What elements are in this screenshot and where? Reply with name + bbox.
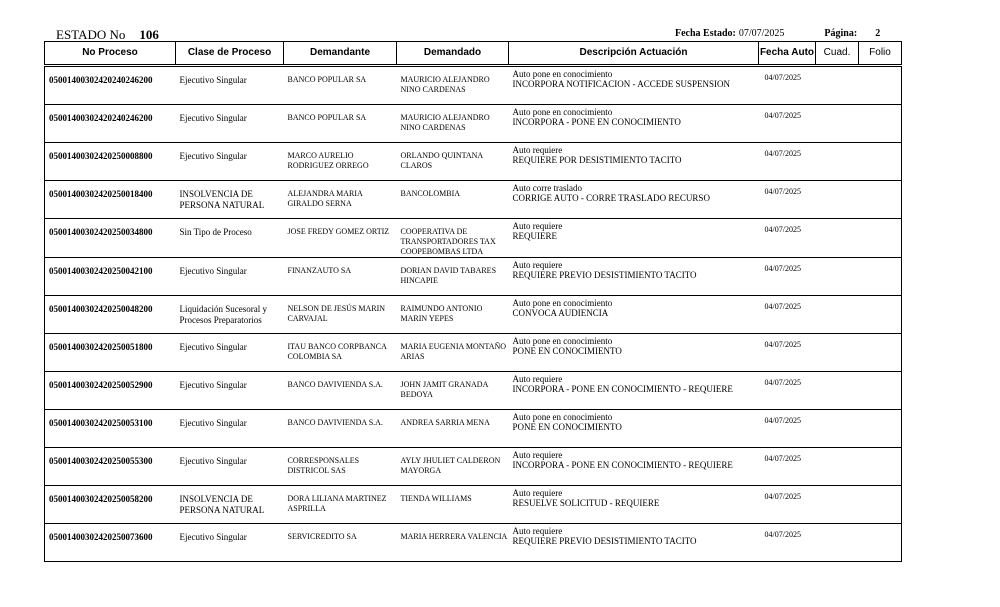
cell-clase-text: Ejecutivo Singular [179, 342, 247, 352]
cell-cuad [816, 181, 859, 219]
cell-fecha-auto [759, 143, 816, 181]
cell-fecha-auto-text: 04/07/2025 [764, 302, 801, 311]
cell-folio [859, 105, 902, 143]
cell-descripcion [509, 486, 759, 524]
fecha-estado-value: 07/07/2025 [738, 28, 785, 39]
cell-demandado-text: ORLANDO QUINTANA CLAROS [400, 151, 483, 170]
cell-demandado-text: MARIA HERRERA VALENCIA [400, 532, 508, 541]
fecha-estado-label: Fecha Estado: [675, 28, 736, 39]
cell-proceso-text: 05001400302420250042100 [49, 266, 153, 276]
cell-descripcion [509, 66, 759, 105]
cell-fecha-auto [759, 181, 816, 219]
cell-demandado [397, 143, 509, 181]
cell-fecha-auto-text: 04/07/2025 [764, 73, 801, 82]
descripcion-text [509, 67, 759, 89]
col-header-demandado: Demandado [397, 42, 509, 66]
descripcion-text [509, 524, 759, 546]
cell-clase [176, 524, 284, 562]
cell-folio [859, 448, 902, 486]
cell-clase [176, 410, 284, 448]
cell-clase-text: Ejecutivo Singular [179, 75, 247, 85]
descripcion-title: Auto pone en conocimiento [512, 412, 613, 422]
cell-fecha-auto-text: 04/07/2025 [764, 378, 801, 387]
cell-descripcion [509, 143, 759, 181]
cell-fecha-auto [759, 410, 816, 448]
cell-demandante [284, 410, 397, 448]
table-row [45, 181, 902, 219]
cell-clase-text: INSOLVENCIA DE PERSONA NATURAL [179, 189, 265, 210]
cell-proceso [45, 143, 176, 181]
cell-fecha-auto [759, 105, 816, 143]
table-row [45, 410, 902, 448]
cell-demandante-text: BANCO DAVIVIENDA S.A. [287, 380, 383, 389]
pagina-value: 2 [875, 28, 881, 39]
cell-descripcion [509, 105, 759, 143]
descripcion-title: Auto pone en conocimiento [512, 69, 613, 79]
cell-fecha-auto-text: 04/07/2025 [764, 225, 801, 234]
cell-proceso [45, 66, 176, 105]
col-header-proceso: No Proceso [45, 42, 176, 66]
cell-clase [176, 66, 284, 105]
cell-proceso [45, 219, 176, 258]
cell-demandante [284, 448, 397, 486]
cell-demandado-text: TIENDA WILLIAMS [400, 494, 472, 503]
cell-demandado-text: MARIA EUGENIA MONTAÑO ARIAS [400, 342, 507, 361]
descripcion-text [509, 181, 759, 203]
cell-clase [176, 448, 284, 486]
cell-folio [859, 524, 902, 562]
cell-fecha-auto [759, 524, 816, 562]
cell-descripcion [509, 181, 759, 219]
cell-clase-text: Ejecutivo Singular [179, 151, 247, 161]
cell-demandado [397, 105, 509, 143]
cell-demandado-text: AYLY JHULIET CALDERON MAYORGA [400, 456, 501, 475]
table-row [45, 66, 902, 105]
descripcion-detail: INCORPORA - PONE EN CONOCIMIENTO [512, 117, 681, 127]
cell-clase-text: INSOLVENCIA DE PERSONA NATURAL [179, 494, 265, 515]
cell-proceso [45, 105, 176, 143]
cell-proceso-text: 05001400302420240246200 [49, 113, 153, 123]
descripcion-title: Auto requiere [512, 260, 563, 270]
col-header-cuad: Cuad. [816, 42, 859, 66]
descripcion-detail: REQUIERE PREVIO DESISTIMIENTO TACITO [512, 536, 697, 546]
descripcion-text [509, 143, 759, 165]
cell-demandante [284, 219, 397, 258]
cell-demandado [397, 296, 509, 334]
descripcion-text [509, 296, 759, 318]
descripcion-detail: CORRIGE AUTO - CORRE TRASLADO RECURSO [512, 193, 710, 203]
cell-clase [176, 258, 284, 296]
pagina-label: Página: [824, 28, 858, 39]
descripcion-detail: INCORPORA - PONE EN CONOCIMIENTO - REQUIERE [512, 384, 733, 394]
cell-clase [176, 296, 284, 334]
cell-demandado-text: COOPERATIVA DE TRANSPORTADORES TAX COOPEBOMBAS LTDA [400, 227, 496, 256]
cell-descripcion [509, 410, 759, 448]
descripcion-text [509, 258, 759, 280]
cell-demandado-text: DORIAN DAVID TABARES HINCAPIE [400, 266, 497, 285]
descripcion-text [509, 219, 759, 241]
descripcion-detail: REQUIERE POR DESISTIMIENTO TACITO [512, 155, 682, 165]
cell-fecha-auto-text: 04/07/2025 [764, 340, 801, 349]
cell-demandante-text: BANCO POPULAR SA [287, 75, 367, 84]
cell-proceso [45, 296, 176, 334]
cell-proceso-text: 05001400302420250073600 [49, 532, 153, 542]
descripcion-title: Auto requiere [512, 374, 563, 384]
col-header-clase: Clase de Proceso [176, 42, 284, 66]
cell-descripcion [509, 334, 759, 372]
descripcion-title: Auto requiere [512, 488, 563, 498]
descripcion-text [509, 105, 759, 127]
cell-fecha-auto [759, 219, 816, 258]
descripcion-title: Auto requiere [512, 450, 563, 460]
cell-proceso [45, 448, 176, 486]
cell-clase [176, 105, 284, 143]
cell-cuad [816, 219, 859, 258]
cell-descripcion [509, 524, 759, 562]
cell-demandante [284, 486, 397, 524]
descripcion-detail: INCORPORA NOTIFICACION - ACCEDE SUSPENSION [512, 79, 731, 89]
cell-proceso-text: 05001400302420250052900 [49, 380, 153, 390]
cell-demandante [284, 66, 397, 105]
cell-proceso [45, 410, 176, 448]
col-header-fecha-auto: Fecha Auto [759, 42, 816, 66]
estado-number: 106 [139, 27, 159, 42]
cell-clase [176, 181, 284, 219]
descripcion-title: Auto requiere [512, 221, 563, 231]
cell-folio [859, 334, 902, 372]
cell-proceso-text: 05001400302420250055300 [49, 456, 153, 466]
cell-fecha-auto [759, 258, 816, 296]
cell-cuad [816, 334, 859, 372]
cell-clase [176, 486, 284, 524]
cell-fecha-auto [759, 334, 816, 372]
cell-folio [859, 219, 902, 258]
cell-cuad [816, 143, 859, 181]
cell-folio [859, 296, 902, 334]
cell-folio [859, 486, 902, 524]
cell-clase [176, 219, 284, 258]
cell-demandante-text: NELSON DE JESÚS MARIN CARVAJAL [287, 304, 386, 323]
cell-demandado-text: MAURICIO ALEJANDRO NINO CARDENAS [400, 75, 490, 94]
cell-fecha-auto-text: 04/07/2025 [764, 264, 801, 273]
cell-fecha-auto [759, 448, 816, 486]
cell-cuad [816, 486, 859, 524]
cell-demandado [397, 372, 509, 410]
cell-clase-text: Ejecutivo Singular [179, 113, 247, 123]
cell-demandante-text: BANCO POPULAR SA [287, 113, 367, 122]
cell-clase-text: Liquidación Sucesoral y Procesos Preparatorios [179, 304, 267, 325]
cell-demandante-text: SERVICREDITO SA [287, 532, 357, 541]
cell-proceso [45, 258, 176, 296]
cell-demandante-text: CORRESPONSALES DISTRICOL SAS [287, 456, 360, 475]
cell-fecha-auto-text: 04/07/2025 [764, 492, 801, 501]
cell-demandante [284, 143, 397, 181]
descripcion-detail: PONE EN CONOCIMIENTO [512, 346, 622, 356]
cell-proceso-text: 05001400302420250051800 [49, 342, 153, 352]
cell-proceso-text: 05001400302420250034800 [49, 227, 153, 237]
descripcion-title: Auto pone en conocimiento [512, 298, 613, 308]
cell-demandado-text: RAIMUNDO ANTONIO MARIN YEPES [400, 304, 483, 323]
table-header-row [45, 42, 902, 66]
cell-proceso [45, 486, 176, 524]
cell-demandante [284, 258, 397, 296]
cell-proceso-text: 05001400302420250053100 [49, 418, 153, 428]
descripcion-text [509, 410, 759, 432]
cell-clase [176, 334, 284, 372]
cell-folio [859, 66, 902, 105]
cell-descripcion [509, 219, 759, 258]
cell-proceso-text: 05001400302420250018400 [49, 189, 153, 199]
cell-demandante [284, 105, 397, 143]
cell-demandante-text: ITAU BANCO CORPBANCA COLOMBIA SA [287, 342, 387, 361]
cell-descripcion [509, 296, 759, 334]
cell-demandante [284, 334, 397, 372]
cell-demandado [397, 524, 509, 562]
fecha-pagina-header [675, 28, 880, 39]
cell-proceso-text: 05001400302420250008800 [49, 151, 153, 161]
col-header-demandante: Demandante [284, 42, 397, 66]
descripcion-text [509, 486, 759, 508]
descripcion-detail: REQUIERE PREVIO DESISTIMIENTO TACITO [512, 270, 697, 280]
cell-cuad [816, 524, 859, 562]
cell-demandado [397, 334, 509, 372]
cell-demandante [284, 372, 397, 410]
cell-fecha-auto-text: 04/07/2025 [764, 111, 801, 120]
cell-clase-text: Ejecutivo Singular [179, 532, 247, 542]
cell-proceso-text: 05001400302420240246200 [49, 75, 153, 85]
cell-folio [859, 410, 902, 448]
cell-fecha-auto [759, 66, 816, 105]
cell-cuad [816, 66, 859, 105]
descripcion-title: Auto pone en conocimiento [512, 107, 613, 117]
cell-clase-text: Sin Tipo de Proceso [179, 227, 252, 237]
cell-proceso [45, 524, 176, 562]
cell-fecha-auto-text: 04/07/2025 [764, 416, 801, 425]
cell-fecha-auto [759, 372, 816, 410]
cell-cuad [816, 372, 859, 410]
descripcion-text [509, 334, 759, 356]
table-row [45, 219, 902, 258]
cell-demandante-text: FINANZAUTO SA [287, 266, 352, 275]
cell-demandado-text: JOHN JAMIT GRANADA BEDOYA [400, 380, 488, 399]
cell-demandante [284, 296, 397, 334]
table-row [45, 486, 902, 524]
cell-clase-text: Ejecutivo Singular [179, 380, 247, 390]
cell-cuad [816, 448, 859, 486]
cell-demandado-text: BANCOLOMBIA [400, 189, 461, 198]
descripcion-title: Auto requiere [512, 145, 563, 155]
col-header-folio: Folio [859, 42, 902, 66]
descripcion-detail: PONE EN CONOCIMIENTO [512, 422, 622, 432]
descripcion-detail: INCORPORA - PONE EN CONOCIMIENTO - REQUIERE [512, 460, 733, 470]
cell-demandante [284, 181, 397, 219]
cell-cuad [816, 105, 859, 143]
cell-demandado [397, 258, 509, 296]
table-row [45, 296, 902, 334]
cell-demandado-text: ANDREA SARRIA MENA [400, 418, 490, 427]
cell-folio [859, 143, 902, 181]
cell-demandado-text: MAURICIO ALEJANDRO NINO CARDENAS [400, 113, 490, 132]
table-row [45, 334, 902, 372]
descripcion-detail: CONVOCA AUDIENCIA [512, 308, 609, 318]
cell-fecha-auto [759, 296, 816, 334]
cell-descripcion [509, 448, 759, 486]
estado-label: ESTADO No [56, 27, 126, 42]
table-row [45, 524, 902, 562]
estado-table [44, 41, 902, 562]
table-row [45, 372, 902, 410]
descripcion-text [509, 372, 759, 394]
cell-fecha-auto-text: 04/07/2025 [764, 454, 801, 463]
cell-demandante-text: JOSE FREDY GOMEZ ORTIZ [287, 227, 390, 236]
descripcion-title: Auto pone en conocimiento [512, 336, 613, 346]
cell-proceso-text: 05001400302420250058200 [49, 494, 153, 504]
cell-demandado [397, 448, 509, 486]
cell-demandado [397, 219, 509, 258]
table-row [45, 258, 902, 296]
cell-clase-text: Ejecutivo Singular [179, 418, 247, 428]
cell-demandado [397, 486, 509, 524]
cell-descripcion [509, 258, 759, 296]
cell-demandado [397, 181, 509, 219]
table-row [45, 448, 902, 486]
cell-proceso [45, 372, 176, 410]
cell-descripcion [509, 372, 759, 410]
cell-proceso-text: 05001400302420250048200 [49, 304, 153, 314]
cell-demandante-text: BANCO DAVIVIENDA S.A. [287, 418, 383, 427]
cell-demandado [397, 66, 509, 105]
cell-demandante-text: ALEJANDRA MARIA GIRALDO SERNA [287, 189, 363, 208]
cell-cuad [816, 296, 859, 334]
table-row [45, 143, 902, 181]
descripcion-title: Auto requiere [512, 526, 563, 536]
descripcion-title: Auto corre traslado [512, 183, 582, 193]
cell-fecha-auto [759, 486, 816, 524]
cell-folio [859, 181, 902, 219]
cell-demandante-text: MARCO AURELIO RODRIGUEZ ORREGO [287, 151, 369, 170]
cell-proceso [45, 181, 176, 219]
cell-cuad [816, 258, 859, 296]
table-row [45, 105, 902, 143]
descripcion-text [509, 448, 759, 470]
col-header-descripcion: Descripción Actuación [509, 42, 759, 66]
cell-folio [859, 372, 902, 410]
cell-demandante-text: DORA LILIANA MARTINEZ ASPRILLA [287, 494, 387, 513]
cell-clase [176, 372, 284, 410]
cell-cuad [816, 410, 859, 448]
cell-fecha-auto-text: 04/07/2025 [764, 149, 801, 158]
descripcion-detail: REQUIERE [512, 231, 557, 241]
cell-fecha-auto-text: 04/07/2025 [764, 187, 801, 196]
cell-fecha-auto-text: 04/07/2025 [764, 530, 801, 539]
cell-demandante [284, 524, 397, 562]
cell-demandado [397, 410, 509, 448]
cell-clase-text: Ejecutivo Singular [179, 456, 247, 466]
cell-folio [859, 258, 902, 296]
descripcion-detail: RESUELVE SOLICITUD - REQUIERE [512, 498, 660, 508]
cell-proceso [45, 334, 176, 372]
cell-clase-text: Ejecutivo Singular [179, 266, 247, 276]
cell-clase [176, 143, 284, 181]
